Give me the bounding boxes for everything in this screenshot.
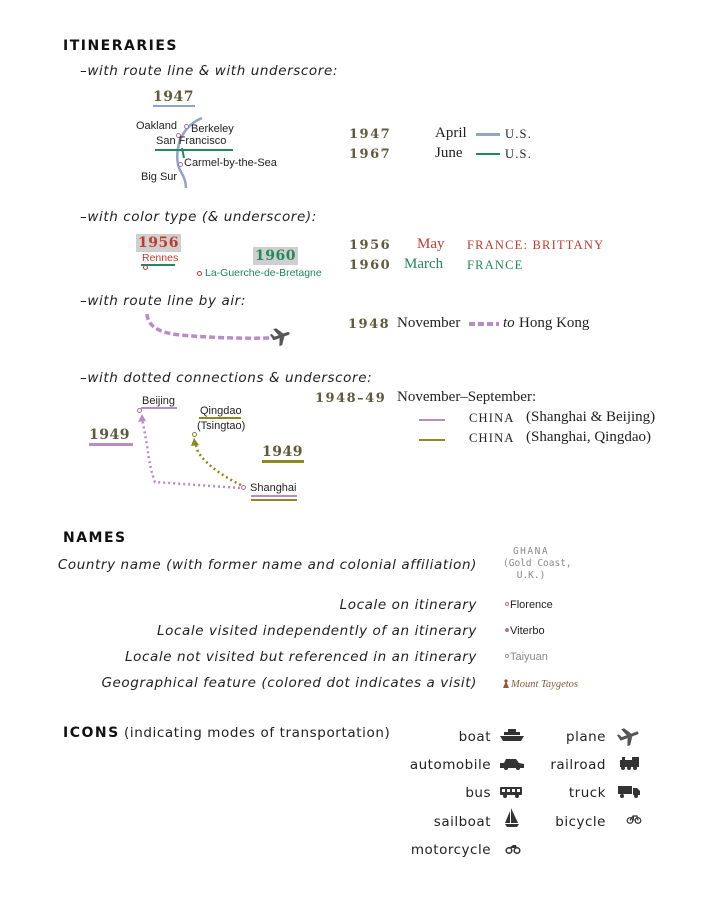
- icons-heading-note: (indicating modes of transportation): [124, 725, 391, 741]
- mountain-icon: [502, 679, 510, 689]
- legend-year-1956: 1956: [349, 238, 392, 253]
- legend-line-qingdao: [419, 439, 445, 441]
- boat-icon: [500, 728, 524, 742]
- place-san-francisco: San Francisco: [156, 135, 227, 147]
- icon-label-sailboat: sailboat: [433, 814, 491, 830]
- truck-icon: [618, 786, 640, 798]
- place-tsingtao: (Tsingtao): [197, 420, 246, 432]
- dotted-subheading: –with dotted connections & underscore:: [80, 370, 373, 386]
- color-type-subheading: –with color type (& underscore):: [80, 209, 317, 225]
- legend-year-1948: 1948: [348, 317, 391, 332]
- legend-month-november: November: [397, 315, 461, 331]
- shanghai-underscore-a: [251, 495, 297, 497]
- motorcycle-icon: [506, 843, 520, 854]
- viterbo-dot: [505, 628, 509, 632]
- name-label-geographical: Geographical feature (colored dot indicates a visit): [101, 675, 477, 691]
- example-ghana: [503, 546, 572, 582]
- itineraries-heading: ITINERARIES: [63, 38, 178, 54]
- map-year-1947: 1947: [153, 89, 194, 105]
- legend-country-us-2: U.S.: [505, 147, 533, 161]
- legend-month-may: May: [417, 236, 445, 252]
- florence-dot: [505, 602, 509, 606]
- example-ghana-colony: U.K.): [516, 570, 546, 581]
- map-year-1949-a: 1949: [89, 427, 130, 443]
- name-label-locale-itinerary: Locale on itinerary: [339, 597, 477, 613]
- name-label-locale-referenced: Locale not visited but referenced in an itinerary: [125, 649, 477, 665]
- legend-detail-1: (Shanghai & Beijing): [526, 409, 656, 425]
- place-qingdao: Qingdao: [200, 405, 242, 417]
- automobile-icon: [500, 758, 524, 770]
- taiyuan-dot: [505, 654, 509, 658]
- air-subheading: –with route line by air:: [80, 293, 246, 309]
- icon-label-truck: truck: [568, 785, 606, 801]
- icon-label-railroad: railroad: [550, 757, 606, 773]
- icon-label-automobile: automobile: [409, 757, 491, 773]
- name-label-country: Country name (with former name and colonial affiliation): [57, 557, 477, 573]
- sailboat-icon: [505, 808, 519, 828]
- plane-icon: [618, 726, 640, 746]
- legend-to: to: [503, 315, 515, 331]
- legend-country-us-1: U.S.: [505, 127, 533, 141]
- shanghai-underscore-b: [251, 499, 297, 501]
- legend-country-france: FRANCE: [467, 258, 524, 272]
- map-year-1949-b: 1949: [262, 444, 303, 460]
- icon-label-plane: plane: [566, 729, 606, 745]
- map-year-1956: 1956: [138, 235, 179, 251]
- place-la-guerche: La-Guerche-de-Bretagne: [205, 267, 322, 279]
- legend-year-1960: 1960: [349, 258, 392, 273]
- legend-months-nov-sep: November–September:: [397, 389, 537, 405]
- legend-year-1948-49: 1948–49: [315, 391, 387, 406]
- legend-hong-kong: Hong Kong: [519, 315, 590, 331]
- bus-icon: [500, 786, 522, 798]
- place-beijing: Beijing: [142, 395, 176, 407]
- example-taiyuan: Taiyuan: [510, 651, 548, 663]
- names-heading: NAMES: [63, 530, 127, 546]
- example-ghana-former: (Gold Coast,: [503, 558, 572, 569]
- place-berkeley: Berkeley: [191, 123, 234, 135]
- example-mount-taygetos: Mount Taygetos: [511, 679, 578, 690]
- legend-detail-2: (Shanghai, Qingdao): [526, 429, 651, 445]
- icon-label-boat: boat: [458, 729, 491, 745]
- legend-country-china-2: CHINA: [469, 431, 515, 445]
- route-line-subheading: –with route line & with underscore:: [80, 63, 339, 79]
- legend-year-1947: 1947: [349, 127, 392, 142]
- place-shanghai: Shanghai: [250, 482, 297, 494]
- icons-heading: ICONS: [63, 725, 120, 741]
- bicycle-icon: [627, 814, 641, 824]
- shanghai-dot: [241, 485, 246, 490]
- name-label-locale-independent: Locale visited independently of an itinerary: [156, 623, 477, 639]
- legend-country-china-1: CHINA: [469, 411, 515, 425]
- place-big-sur: Big Sur: [141, 171, 178, 183]
- place-oakland: Oakland: [136, 120, 177, 132]
- example-ghana-name: GHANA: [512, 546, 550, 557]
- legend-year-1967: 1967: [349, 147, 392, 162]
- map-year-1960: 1960: [255, 248, 296, 264]
- legend-line-beijing: [419, 419, 445, 421]
- icon-label-motorcycle: motorcycle: [410, 842, 491, 858]
- icon-label-bus: bus: [465, 785, 491, 801]
- place-rennes: Rennes: [142, 252, 179, 264]
- icon-label-bicycle: bicycle: [555, 814, 606, 830]
- legend-month-april: April: [435, 125, 467, 141]
- place-carmel: Carmel-by-the-Sea: [184, 157, 277, 169]
- legend-month-june: June: [435, 145, 463, 161]
- railroad-icon: [620, 757, 640, 771]
- example-viterbo: Viterbo: [510, 625, 545, 637]
- legend-country-brittany: FRANCE: BRITTANY: [467, 238, 605, 252]
- legend-month-march: March: [404, 256, 444, 272]
- example-florence: Florence: [510, 599, 553, 611]
